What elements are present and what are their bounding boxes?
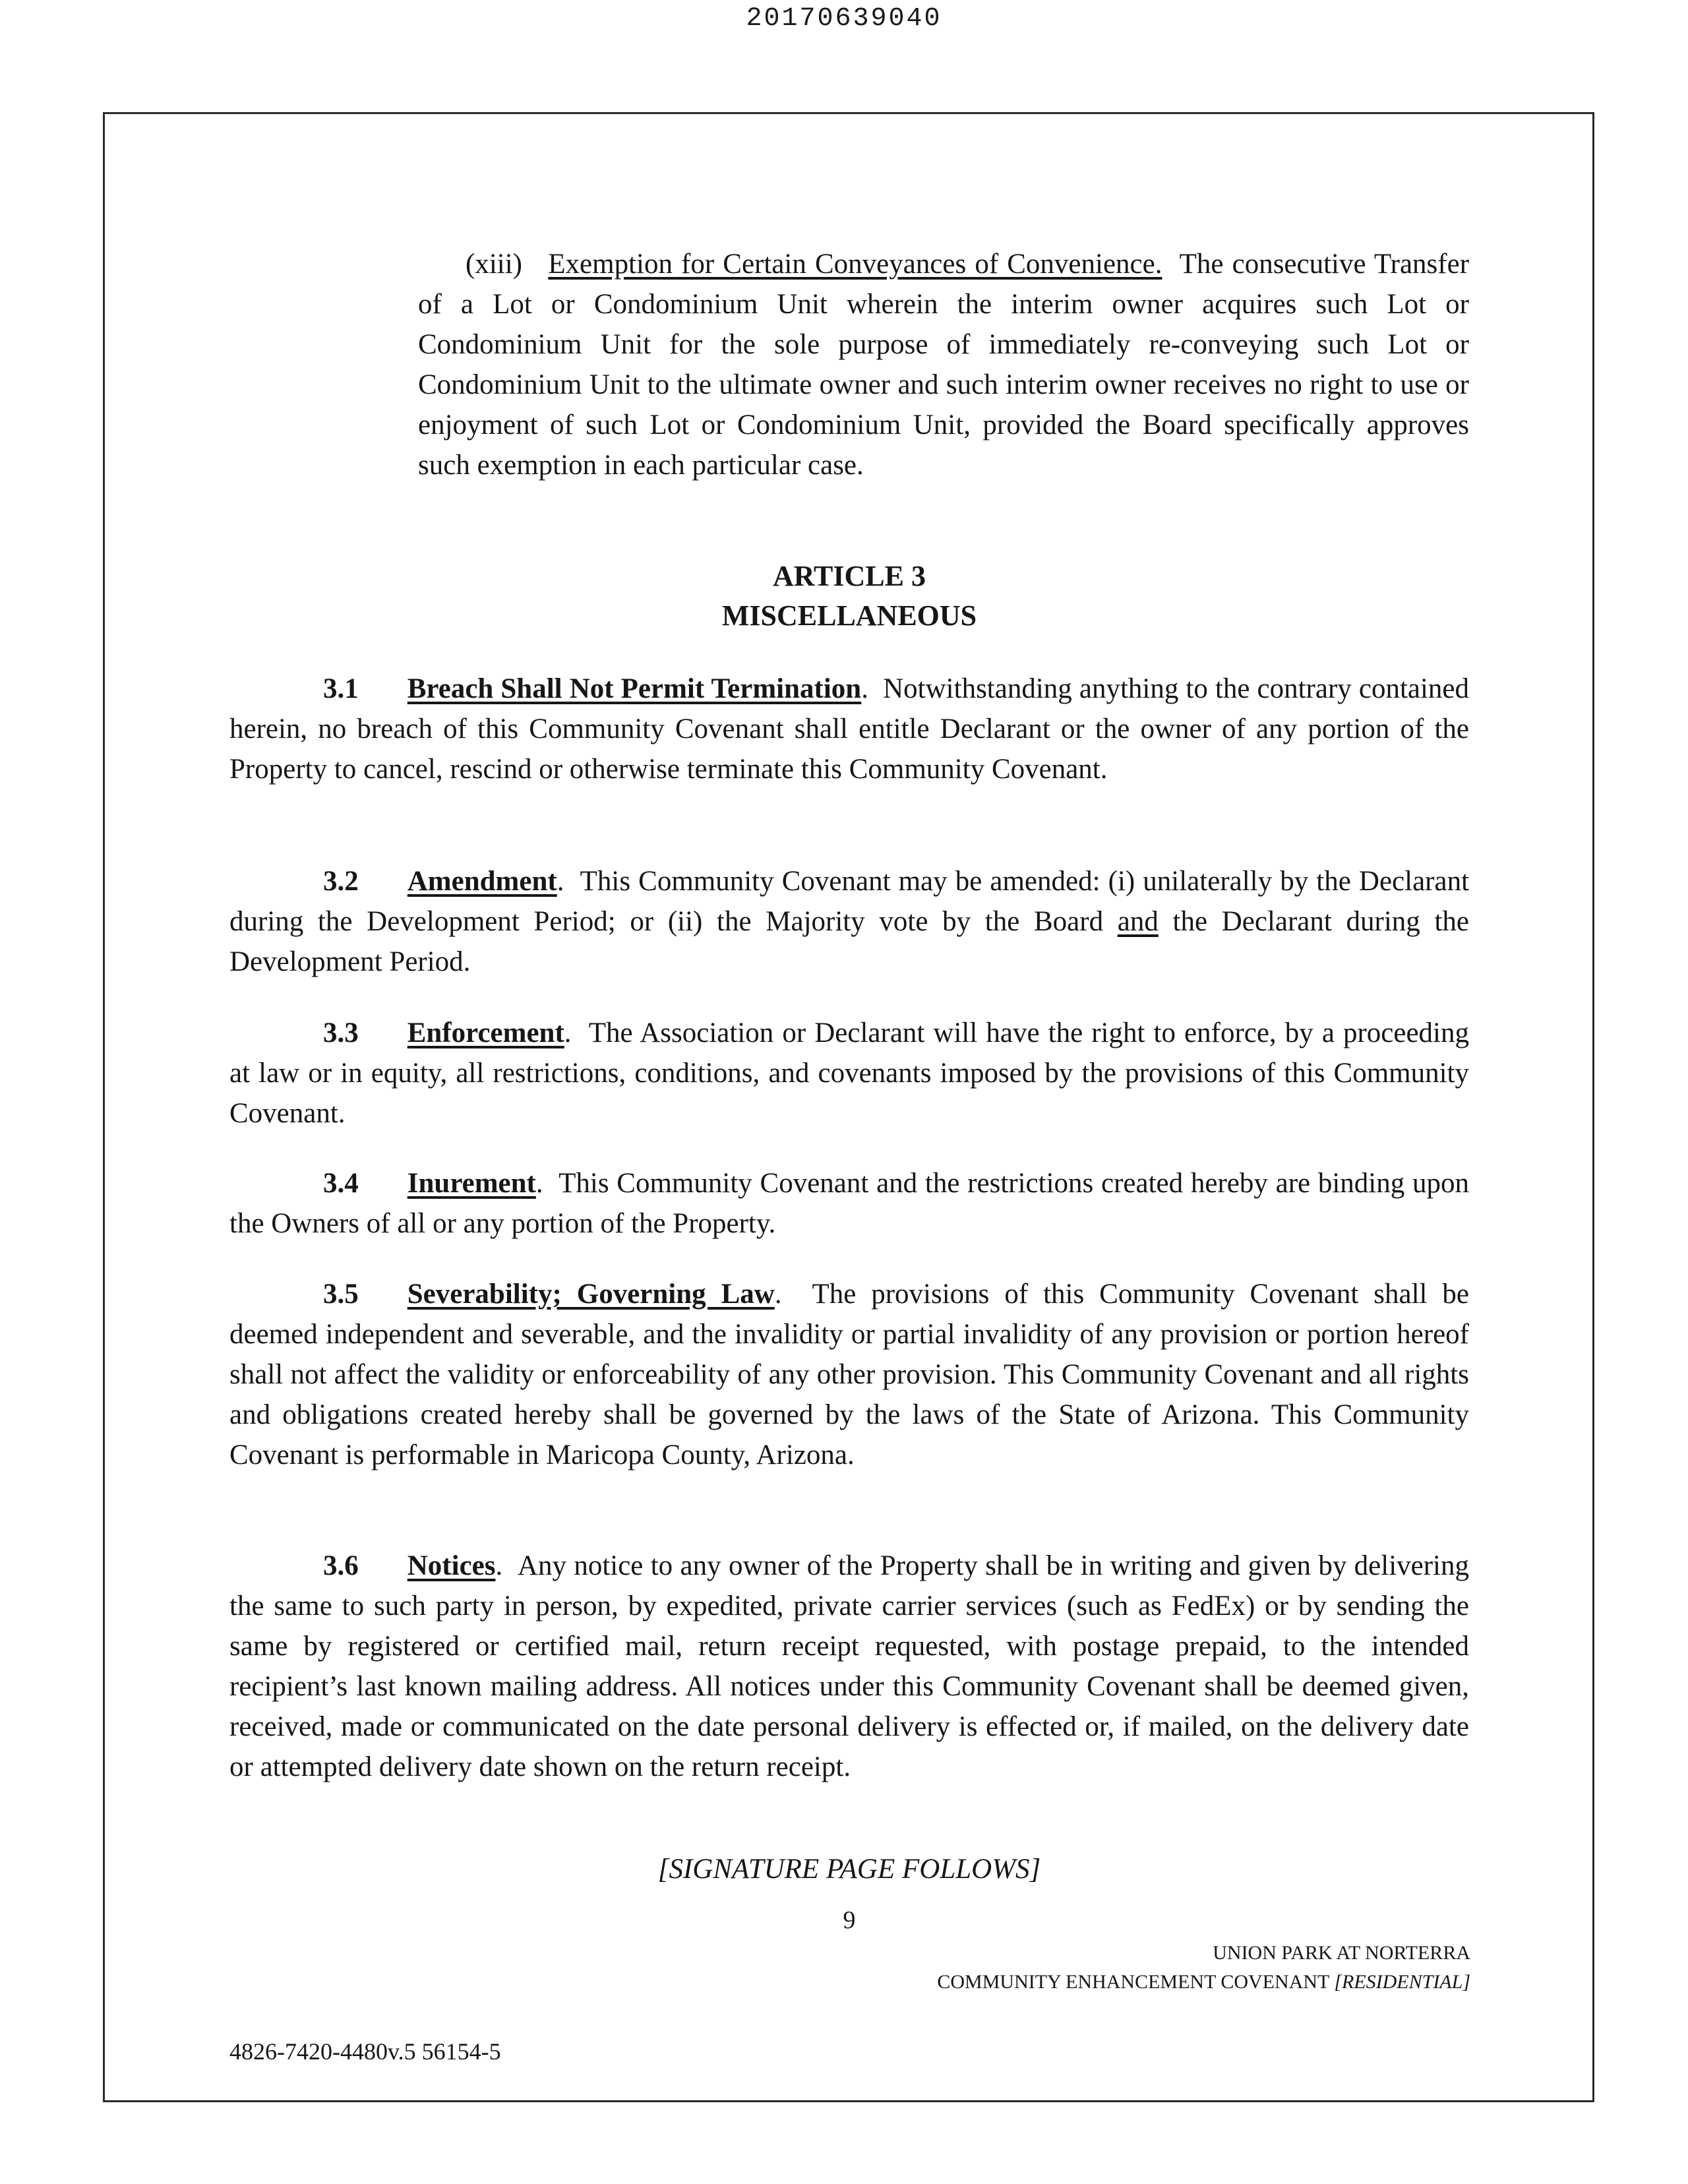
footer-line-1: UNION PARK AT NORTERRA: [1213, 1942, 1470, 1964]
section-3-3: 3.3 Enforcement. The Association or Declarant will have the right to enforce, by a proceeding at law or in equity, all restrictions, conditions, and covenants imposed by the provisions of this Community Covenant.: [229, 1017, 1470, 1129]
section-number: 3.1: [323, 673, 359, 704]
signature-page-note: [SIGNATURE PAGE FOLLOWS]: [657, 1854, 1041, 1885]
paragraph-xiii: [418, 244, 1469, 485]
footer-line-2: COMMUNITY ENHANCEMENT COVENANT: [937, 1971, 1335, 1993]
paragraph-xiii-title: Exemption for Certain Conveyances of Convenience.: [548, 249, 1162, 280]
section-number: 3.6: [323, 1550, 359, 1581]
section-text: the Declarant during the Development Period.: [229, 906, 1469, 977]
section-3-2: 3.2 Amendment. This Community Covenant may be amended: (i) unilaterally by the Declarant during the Development Period; or (ii) the Majority vote by the Board and the Declarant during the Development Period.: [229, 866, 1470, 977]
section-text: The provisions of this Community Covenant shall be deemed independent and severable, and the invalidity or partial invalidity of any provision or portion hereof shall not affect the validity or enforceability of any other provision. This Community Covenant and all rights and obligations created hereby shall be governed by the laws of the State of Arizona. This Community Covenant is performable in Maricopa County, Arizona.: [229, 1279, 1470, 1471]
section-number: 3.4: [323, 1168, 359, 1199]
section-text-underlined: and: [1117, 906, 1159, 937]
section-text: Notwithstanding anything to the contrary contained herein, no breach of this Community Covenant shall entitle Declarant or the owner of any portion of the Property to cancel, rescind or otherwise terminate this Community Covenant.: [229, 673, 1470, 785]
section-title: Inurement: [407, 1168, 536, 1199]
document-id: 4826-7420-4480v.5 56154-5: [229, 2038, 501, 2065]
section-title: Notices: [407, 1550, 496, 1581]
section-title: Enforcement: [407, 1017, 564, 1048]
footer-line-2-italic: [RESIDENTIAL]: [1334, 1971, 1470, 1993]
section-title: Amendment: [407, 866, 557, 897]
recording-number: 20170639040: [746, 4, 942, 34]
section-number: 3.3: [323, 1017, 359, 1048]
page-number: 9: [843, 1906, 856, 1934]
section-text: The Association or Declarant will have the right to enforce, by a proceeding at law or in equity, all restrictions, conditions, and covenants imposed by the provisions of this Community Covenant.: [229, 1017, 1470, 1129]
article-heading: [229, 557, 1469, 636]
paragraph-xiii-text: The consecutive Transfer of a Lot or Condominium Unit wherein the interim owner acquires such Lot or Condominium Unit for the sole purpose of immediately re-conveying such Lot or Condominium Unit to the ultimate owner and such interim owner receives no right to use or enjoyment of such Lot or Condominium Unit, provided the Board specifically approves such exemption in each particular case.: [418, 249, 1470, 481]
section-text: Any notice to any owner of the Property shall be in writing and given by delivering the same to such party in person, by expedited, private carrier services (such as FedEx) or by sending the same by registered or certified mail, return receipt requested, with postage prepaid, to the intended recipient’s last known mailing address. All notices under this Community Covenant shall be deemed given, received, made or communicated on the date personal delivery is effected or, if mailed, on the delivery date or attempted delivery date shown on the return receipt.: [229, 1550, 1470, 1782]
section-3-1: 3.1 Breach Shall Not Permit Termination. Notwithstanding anything to the contrary contained herein, no breach of this Community Covenant shall entitle Declarant or the owner of any portion of the Property to cancel, rescind or otherwise terminate this Community Covenant.: [229, 673, 1470, 785]
section-3-6: 3.6 Notices. Any notice to any owner of the Property shall be in writing and given by delivering the same to such party in person, by expedited, private carrier services (such as FedEx) or by sending the same by registered or certified mail, return receipt requested, with postage prepaid, to the intended recipient’s last known mailing address. All notices under this Community Covenant shall be deemed given, received, made or communicated on the date personal delivery is effected or, if mailed, on the delivery date or attempted delivery date shown on the return receipt.: [229, 1550, 1470, 1782]
section-text: This Community Covenant may be amended: (i) unilaterally by the Declarant during the Development Period; or (ii) the Majority vote by the Board: [229, 866, 1470, 937]
footer-title: [937, 1939, 1470, 1997]
section-3-4: 3.4 Inurement. This Community Covenant and the restrictions created hereby are binding upon the Owners of all or any portion of the Property.: [229, 1168, 1469, 1239]
article-title: MISCELLANEOUS: [721, 599, 977, 632]
section-title: Breach Shall Not Permit Termination: [407, 673, 862, 704]
section-number: 3.2: [323, 866, 359, 897]
section-number: 3.5: [323, 1279, 359, 1310]
section-text: This Community Covenant and the restrictions created hereby are binding upon the Owners of all or any portion of the Property.: [229, 1168, 1469, 1239]
paragraph-xiii-label: (xiii): [466, 249, 522, 280]
article-number: ARTICLE 3: [773, 560, 926, 592]
section-3-5: 3.5 Severability; Governing Law. The provisions of this Community Covenant shall be deemed independent and severable, and the invalidity or partial invalidity of any provision or portion hereof shall not affect the validity or enforceability of any other provision. This Community Covenant and all rights and obligations created hereby shall be governed by the laws of the State of Arizona. This Community Covenant is performable in Maricopa County, Arizona.: [229, 1279, 1470, 1471]
section-title: Severability; Governing Law: [407, 1279, 775, 1310]
